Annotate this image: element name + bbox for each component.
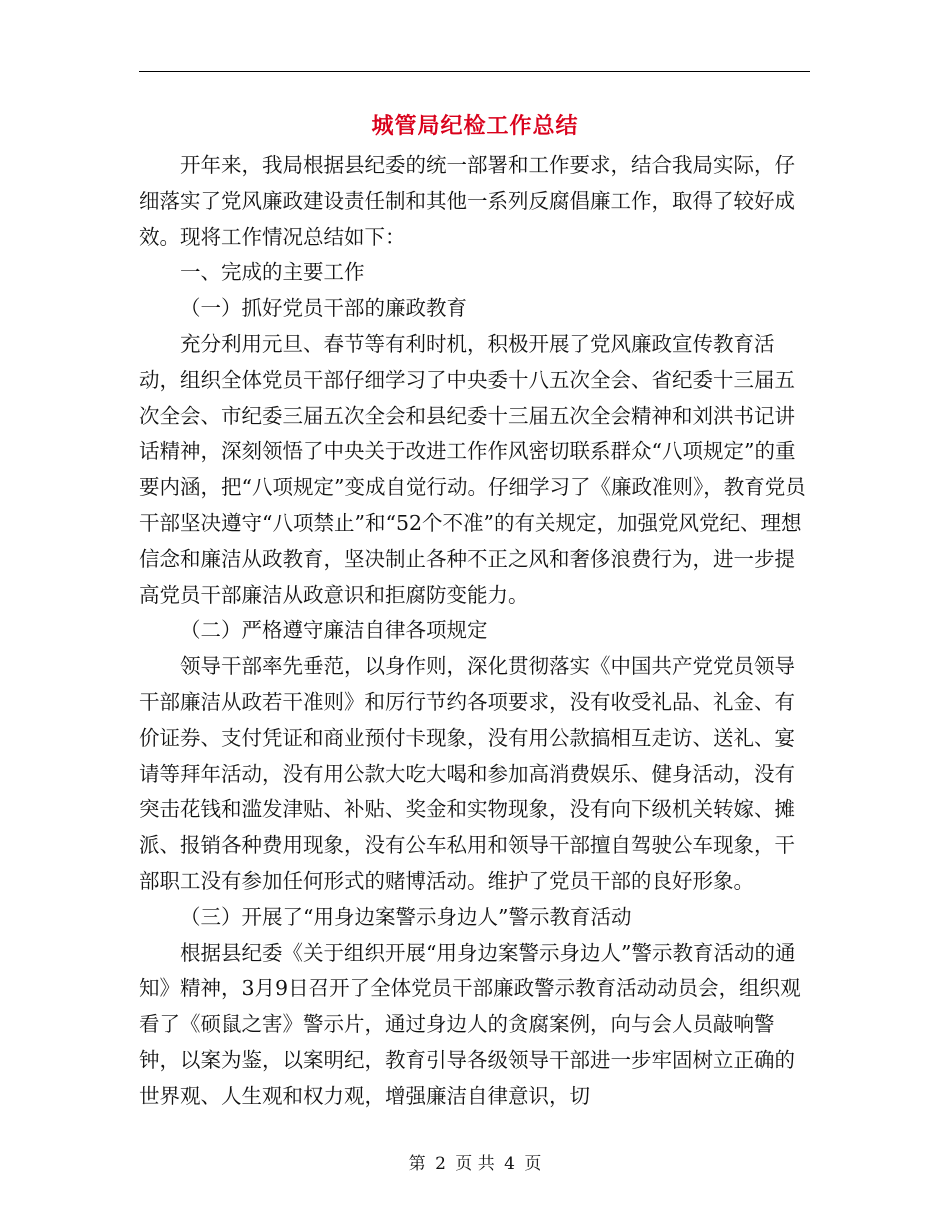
footer-middle: 页 共	[455, 1154, 495, 1174]
footer-page-number: 2	[435, 1154, 446, 1174]
header-rule	[139, 71, 810, 72]
subsection-heading-3: （三）开展了“用身边案警示身边人”警示教育活动	[180, 904, 632, 929]
document-body	[139, 148, 810, 1115]
footer-prefix: 第	[408, 1154, 426, 1174]
paragraph-intro: 开年来，我局根据县纪委的统一部署和工作要求，结合我局实际，仔细落实了党风廉政建设责任制和其他一系列反腐倡廉工作，取得了较好成效。现将工作情况总结如下：	[139, 153, 795, 249]
footer-total-pages: 4	[504, 1154, 515, 1174]
paragraph-education: 充分利用元旦、春节等有利时机，积极开展了党风廉政宣传教育活动，组织全体党员干部仔细学习了中央委十八五次全会、省纪委十三届五次全会、市纪委三届五次全会和县纪委十三届五次全会精神和刘洪书记讲话精神，深刻领悟了中央关于改进工作作风密切联系群众“八项规定”的重要内涵，把“八项规定”变成自觉行动。仔细学习了《廉政准则》，教育党员干部坚决遵守“八项禁止”和“52个不准”的有关规定，加强党风党纪、理想信念和廉洁从政教育，坚决制止各种不正之风和奢侈浪费行为，进一步提高党员干部廉洁从政意识和拒腐防变能力。	[139, 331, 806, 607]
document-title: 城管局纪检工作总结	[371, 113, 579, 139]
subsection-heading-1: （一）抓好党员干部的廉政教育	[180, 296, 467, 321]
section-heading-main-work: 一、完成的主要工作	[180, 260, 365, 285]
subsection-heading-2: （二）严格遵守廉洁自律各项规定	[180, 618, 488, 643]
footer-suffix: 页	[524, 1154, 542, 1174]
paragraph-warning-education: 根据县纪委《关于组织开展“用身边案警示身边人”警示教育活动的通知》精神，3月9日召开了全体党员干部廉政警示教育活动动员会，组织观看了《硕鼠之害》警示片，通过身边人的贪腐案例，向与会人员敲响警钟，以案为鉴，以案明纪，教育引导各级领导干部进一步牢固树立正确的世界观、人生观和权力观，增强廉洁自律意识，切	[139, 940, 801, 1108]
paragraph-self-discipline: 领导干部率先垂范，以身作则，深化贯彻落实《中国共产党党员领导干部廉洁从政若干准则》和厉行节约各项要求，没有收受礼品、礼金、有价证券、支付凭证和商业预付卡现象，没有用公款搞相互走访、送礼、宴请等拜年活动，没有用公款大吃大喝和参加高消费娱乐、健身活动，没有突击花钱和滥发津贴、补贴、奖金和实物现象，没有向下级机关转嫁、摊派、报销各种费用现象，没有公车私用和领导干部擅自驾驶公车现象，干部职工没有参加任何形式的赌博活动。维护了党员干部的良好形象。	[139, 654, 795, 893]
page-footer	[0, 1152, 950, 1176]
